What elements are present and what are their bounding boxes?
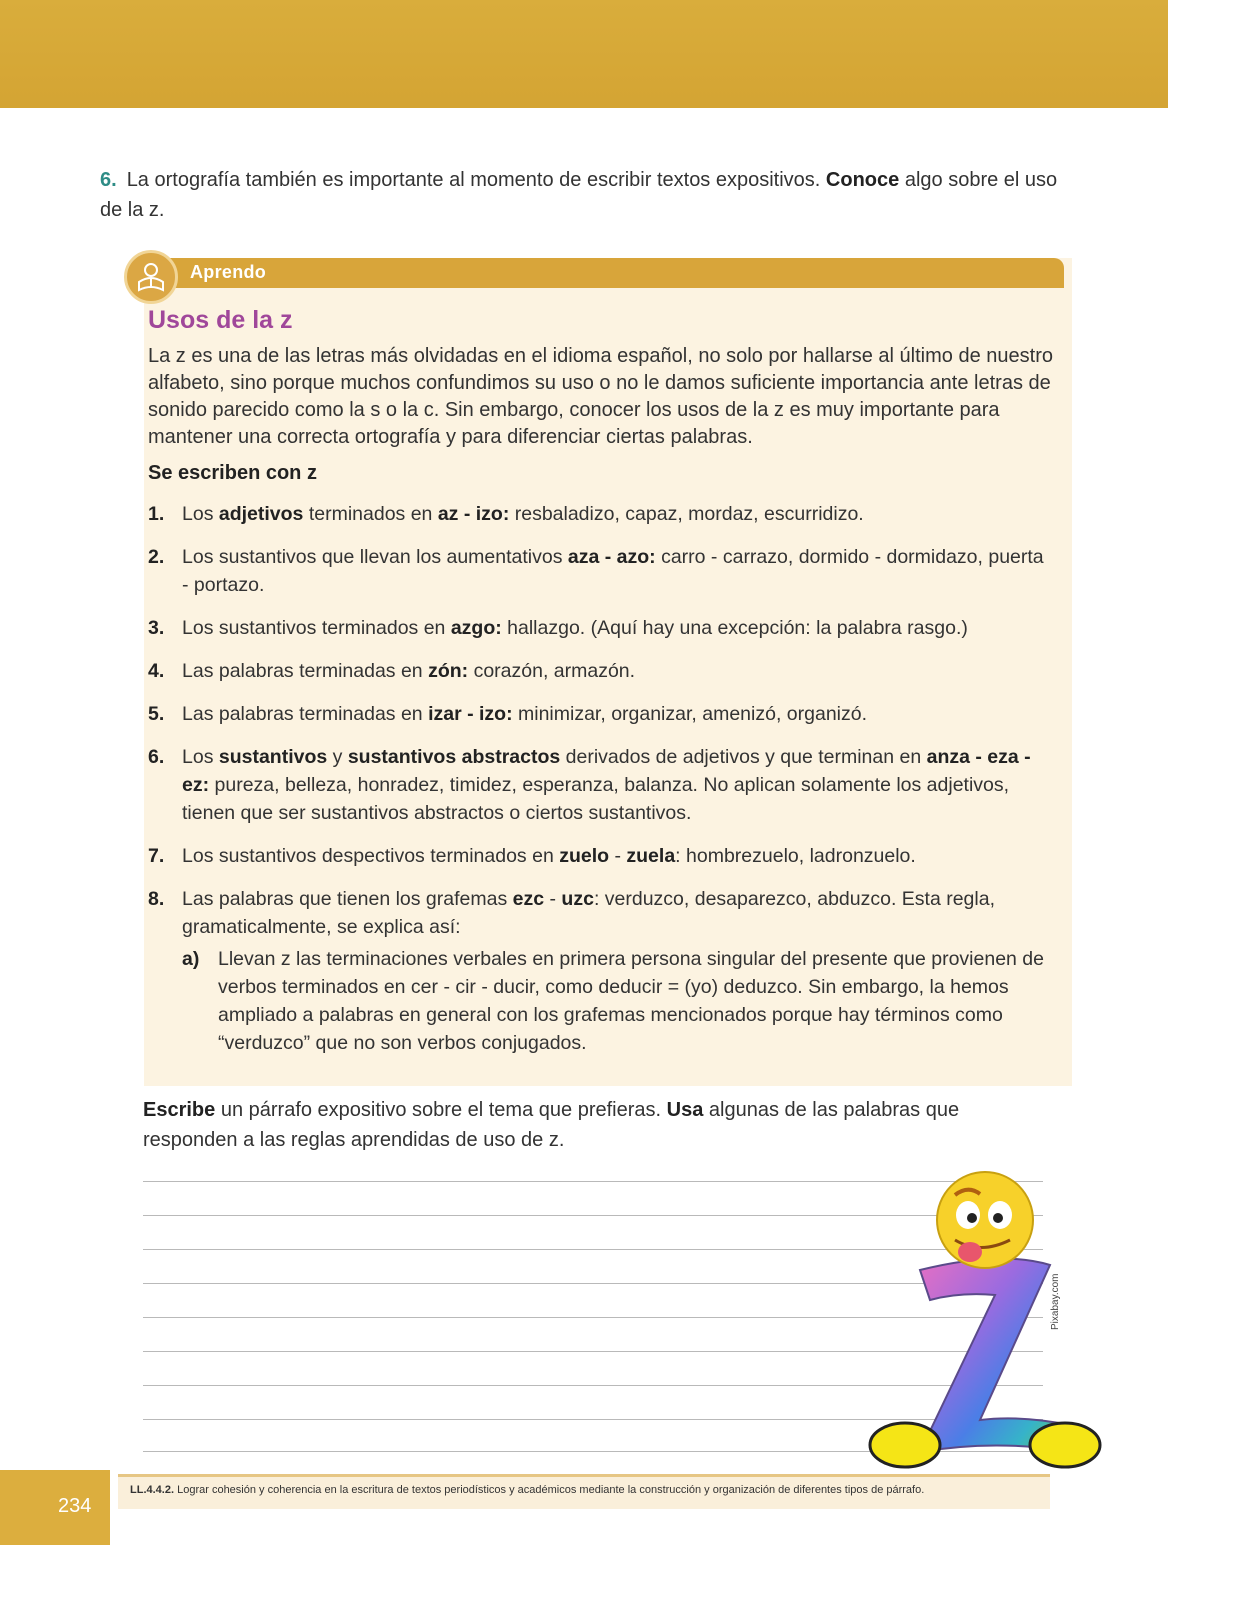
aprendo-label: Aprendo [190, 262, 267, 282]
rule-number: 4. [148, 660, 165, 682]
rule-item [148, 743, 1054, 827]
rule-text-part: : verduzco, desaparezco, abduzco. Esta regla, gramaticalmente, se explica así: [182, 888, 996, 938]
rule-item [148, 543, 1054, 599]
rule-number: 6. [148, 746, 165, 768]
rule-number: 7. [148, 845, 165, 867]
rule-text-part: minimizar, organizar, amenizó, organizó. [512, 703, 868, 725]
rule-item [148, 500, 1054, 528]
writing-prompt [143, 1095, 1053, 1155]
rule-keyword: sustantivos abstractos [347, 746, 561, 768]
rule-item [148, 657, 1054, 685]
rule-item [148, 700, 1054, 728]
intro-bold-verb: Conoce [825, 169, 900, 191]
exercise-6-instruction [100, 165, 1060, 225]
sub-rule-item [182, 945, 1054, 1057]
rule-number: 3. [148, 617, 165, 639]
skill-description: Lograr cohesión y coherencia en la escritura de textos periodísticos y académicos mediante la construcción y organización de diferentes tipos de párrafo. [177, 1484, 925, 1496]
rule-keyword: azgo: [450, 617, 502, 639]
rule-text-part: : hombrezuelo, ladronzuelo. [675, 845, 916, 867]
rule-text-part: - [544, 888, 562, 910]
rule-keyword: anza - eza - ez: [182, 746, 1031, 796]
section-title: Usos de la z [148, 306, 293, 334]
rule-keyword: aza - azo: [567, 546, 656, 568]
rule-keyword: zuela [626, 845, 676, 867]
image-credit: Pixabay.com [1050, 1273, 1061, 1330]
rule-item [148, 842, 1054, 870]
rule-text [182, 700, 1054, 728]
rule-text-part: Los sustantivos terminados en [182, 617, 451, 639]
page-number-tab [0, 1470, 110, 1545]
rule-text [182, 657, 1054, 685]
intro-text-a: La ortografía también es importante al momento de escribir textos expositivos. [126, 169, 821, 191]
rule-number: 8. [148, 888, 165, 910]
rules-list [148, 500, 1054, 1072]
rule-text-part: Los [182, 746, 219, 768]
aprendo-header-bar [144, 258, 1064, 288]
prompt-bold-2: Usa [666, 1099, 704, 1121]
rule-text-part: carro - carrazo, dormido - dormidazo, puerta - portazo. [182, 546, 1044, 596]
rule-keyword: sustantivos [218, 746, 328, 768]
rule-keyword: izar - izo: [428, 703, 513, 725]
skill-footer [130, 1484, 924, 1496]
rule-text [182, 743, 1054, 827]
intro-text-b: algo sobre el uso de la z. [100, 169, 1058, 221]
rule-text [182, 614, 1054, 642]
rule-text-part: pureza, belleza, honradez, timidez, esperanza, balanza. No aplican solamente los adjetivos, tienen que ser sustantivos abstractos o ciertos sustantivos. [182, 774, 1010, 824]
rule-item [148, 885, 1054, 1057]
rule-text [182, 500, 1054, 528]
rules-subtitle: Se escriben con z [148, 462, 317, 484]
rule-text-part: derivados de adjetivos y que terminan en [560, 746, 927, 768]
rule-text [182, 885, 1054, 1057]
reader-icon [124, 250, 178, 304]
rule-text-part: y [327, 746, 348, 768]
top-color-band [0, 0, 1168, 108]
rule-text-part: terminados en [303, 503, 438, 525]
rule-text-part: Las palabras terminadas en [182, 703, 429, 725]
prompt-bold-1: Escribe [143, 1099, 216, 1121]
prompt-text-2: algunas de las palabras que responden a las reglas aprendidas de uso de z. [143, 1099, 960, 1151]
z-mascot-illustration [860, 1170, 1110, 1480]
rule-text-part: Los sustantivos que llevan los aumentativos [182, 546, 568, 568]
rule-keyword: adjetivos [218, 503, 304, 525]
rule-text-part: Las palabras terminadas en [182, 660, 429, 682]
page-number: 234 [58, 1495, 92, 1517]
rule-text-part: Los [182, 503, 219, 525]
rule-number: 1. [148, 503, 165, 525]
rule-keyword: zón: [428, 660, 469, 682]
skill-code: LL.4.4.2. [130, 1484, 175, 1496]
sub-rule-letter: a) [182, 948, 200, 970]
rule-item [148, 614, 1054, 642]
rule-text-part: resbaladizo, capaz, mordaz, escurridizo. [509, 503, 864, 525]
rule-text [182, 543, 1054, 599]
rule-keyword: ezc [512, 888, 545, 910]
rule-keyword: zuelo [559, 845, 610, 867]
intro-paragraph: La z es una de las letras más olvidadas en el idioma español, no solo por hallarse al último de nuestro alfabeto, sino porque muchos confundimos su uso o no le damos suficiente importancia ante letras de sonido parecido como la s o la c. Sin embargo, conocer los usos de la z es muy importante para mantener una correcta ortografía y para diferenciar ciertas palabras. [148, 345, 1053, 448]
rule-text-part: - [609, 845, 627, 867]
sub-rule-text: Llevan z las terminaciones verbales en primera persona singular del presente que provienen de verbos terminados en cer - cir - ducir, como deducir = (yo) deduzco. Sin embargo, la hemos ampliado a palabras en general con los grafemas mencionados porque hay términos como “verduzco” que no son verbos conjugados. [218, 948, 1044, 1054]
exercise-number: 6. [100, 169, 117, 191]
prompt-text-1: un párrafo expositivo sobre el tema que prefieras. [215, 1099, 667, 1121]
rule-number: 2. [148, 546, 165, 568]
rule-number: 5. [148, 703, 165, 725]
rule-keyword: az - izo: [437, 503, 510, 525]
rule-text-part: hallazgo. (Aquí hay una excepción: la palabra rasgo.) [501, 617, 968, 639]
rule-text [182, 842, 1054, 870]
rule-text-part: Las palabras que tienen los grafemas [182, 888, 513, 910]
rule-text-part: Los sustantivos despectivos terminados en [182, 845, 560, 867]
rule-keyword: uzc [561, 888, 594, 910]
rule-text-part: corazón, armazón. [468, 660, 636, 682]
